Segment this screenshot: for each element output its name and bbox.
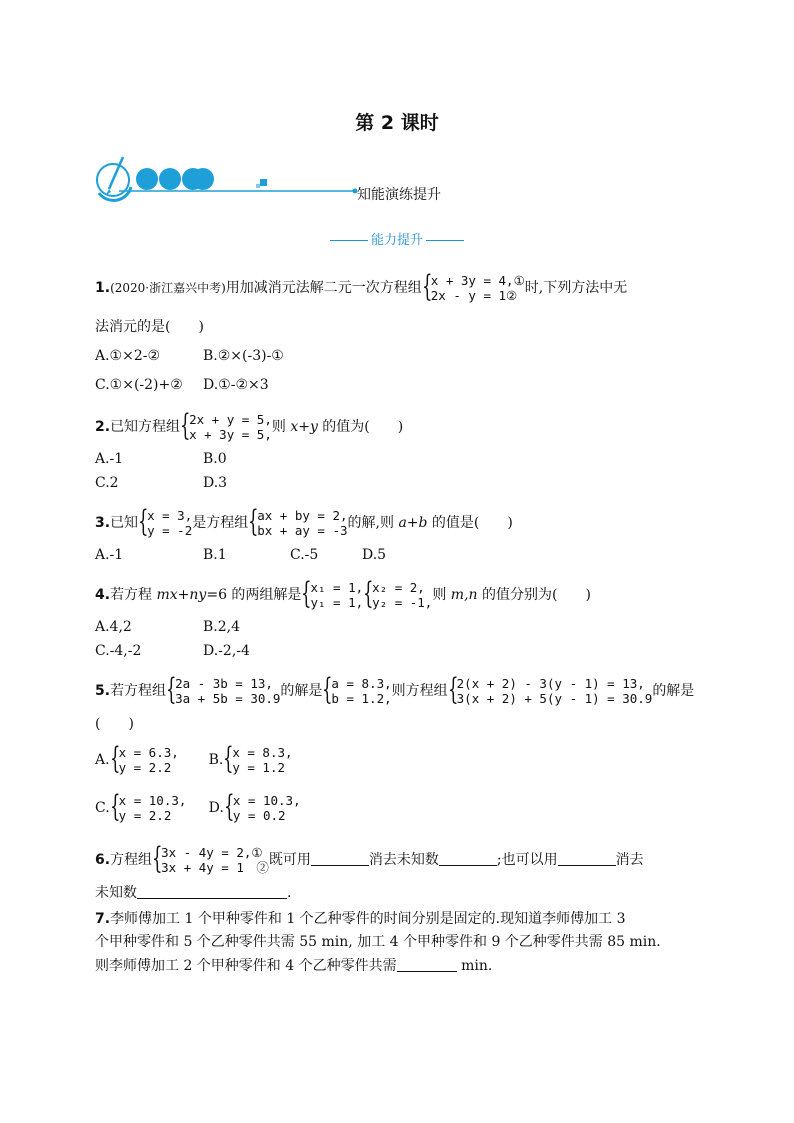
option-b-system: { x = 8.3, y = 1.2 xyxy=(223,741,293,776)
option-d-system: { x = 10.3, y = 0.2 xyxy=(223,789,301,824)
equation-system: { 3x - 4y = 2,① 3x + 4y = 1 ② xyxy=(152,841,269,876)
question-5-options: A. { x = 6.3, y = 2.2 B. { x = 8.3, y = 1.2 xyxy=(95,741,293,776)
question-4: 4.若方程 mx+ny=6 的两组解是 { x₁ = 1, y₁ = 1, { x₂ = 2, y₂ = -1, 则 m,n 的值分别为( ) xyxy=(95,576,591,611)
answer-blank xyxy=(397,957,457,972)
question-3: 3.已知 { x = 3, y = -2 是方程组 { ax + by = 2, bx + ay = -3 的解,则 a+b 的值是( ) xyxy=(95,504,513,539)
question-1-options-2: C.①×(-2)+② D.①-②×3 xyxy=(95,377,269,393)
answer-blank xyxy=(311,851,369,866)
question-1: 1.(2020·浙江嘉兴中考)用加减消元法解二元一次方程组 { x + 3y = 4,① 2x - y = 1② 时,下列方法中无 xyxy=(95,269,628,304)
section-banner xyxy=(93,153,473,205)
question-7-line2: 个甲种零件和 5 个乙种零件共需 55 min, 加工 4 个甲种零件和 9 个乙种零件共需 85 min. xyxy=(95,934,661,950)
equation-system-2: { 2(x + 2) - 3(y - 1) = 13, 3(x + 2) + 5(y - 1) = 30.9 xyxy=(447,672,653,707)
question-5-options-2: C. { x = 10.3, y = 2.2 D. { x = 10.3, y = 0.2 xyxy=(95,789,301,824)
option-c-system: { x = 10.3, y = 2.2 xyxy=(109,789,187,824)
solution-system: { x₁ = 1, y₁ = 1, xyxy=(301,576,364,611)
option-a-system: { x = 6.3, y = 2.2 xyxy=(109,741,179,776)
answer-blank xyxy=(137,884,287,899)
question-2-options-2: C.2 D.3 xyxy=(95,475,228,491)
question-1-cont: 法消元的是( ) xyxy=(95,319,204,335)
question-2: 2.已知方程组 { 2x + y = 5, x + 3y = 5, 则 x+y 的值为( ) xyxy=(95,408,404,443)
question-4-options: A.4,2 B.2,4 xyxy=(95,619,241,635)
answer-blank xyxy=(439,851,497,866)
section-label: 能力提升 xyxy=(0,229,794,248)
question-7-line3: 则李师傅加工 2 个甲种零件和 4 个乙种零件共需 min. xyxy=(95,958,493,974)
equation-system: { x + 3y = 4,① 2x - y = 1② xyxy=(421,269,525,304)
question-2-options: A.-1 B.0 xyxy=(95,451,227,467)
question-6: 6.方程组 { 3x - 4y = 2,① 3x + 4y = 1 ② 既可用 消去未知数 ;也可以用 消去 xyxy=(95,841,644,876)
solution-system: { x₂ = 2, y₂ = -1, xyxy=(363,576,433,611)
question-4-options-2: C.-4,-2 D.-2,-4 xyxy=(95,643,250,659)
solution-system: { a = 8.3, b = 1.2, xyxy=(322,672,392,707)
question-3-options: A.-1 B.1 C.-5 D.5 xyxy=(95,547,387,563)
question-1-options: A.①×2-② B.②×(-3)-① xyxy=(95,348,284,364)
question-7: 7.李师傅加工 1 个甲种零件和 1 个乙种零件的时间分别是固定的.现知道李师傅加工 3 xyxy=(95,911,626,927)
equation-system: { 2x + y = 5, x + 3y = 5, xyxy=(180,408,272,443)
question-5: 5.若方程组 { 2a - 3b = 13, 3a + 5b = 30.9 的解是 { a = 8.3, b = 1.2, 则方程组 { 2(x + 2) - 3(y - 1) = 13, 3(x + 2) + 5(y - 1) = 30.9 的解是 xyxy=(95,672,695,707)
banner-text: 知能演练提升 xyxy=(357,187,441,203)
page-title: 第 2 课时 xyxy=(355,112,439,134)
equation-system: { ax + by = 2, bx + ay = -3 xyxy=(248,504,348,539)
answer-blank xyxy=(558,851,616,866)
question-6-cont: 未知数 . xyxy=(95,885,292,901)
solution-system: { x = 3, y = -2 xyxy=(138,504,193,539)
question-5-cont: ( ) xyxy=(95,716,134,732)
equation-system: { 2a - 3b = 13, 3a + 5b = 30.9 xyxy=(166,672,281,707)
